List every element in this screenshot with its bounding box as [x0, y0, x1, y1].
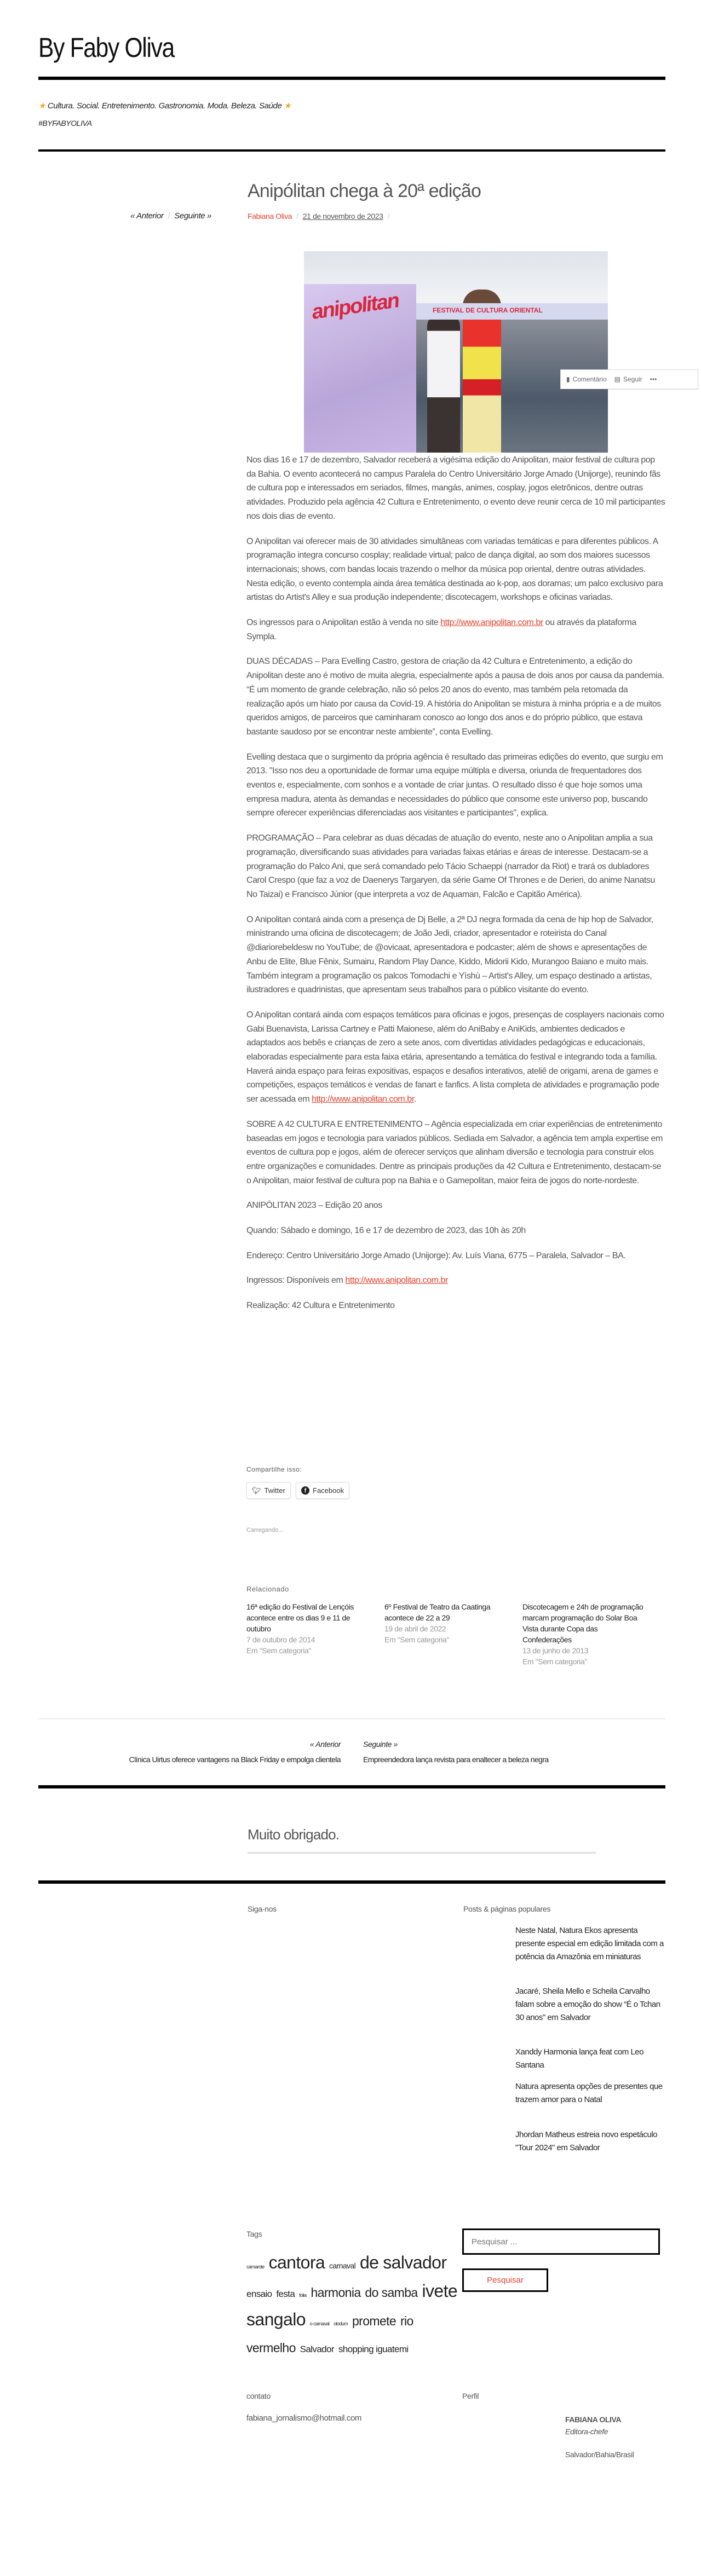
- follow-button[interactable]: [614, 375, 642, 383]
- tags-widget-title: Tags: [246, 2230, 262, 2238]
- paragraph: O Anipolitan contará ainda com a presença de Dj Belle, a 2ª DJ negra formada da cena de hip hop de Salvador, ministrando uma oficina de discotecagem; de João Jedi, criador, apresentador e roteirista do Canal @diariorebeldesw no YouTube; de @ovicaat, apresentadora e podcaster; além de shows e apresentações de Anbu de Elite, Blue Fênix, Sumairu, Random Play Dance, Kiddo, Midorii Kido, Murangoo Baiano e muito mais. Também integram a programação os palcos Tomodachi e Yìshù – Artist's Alley, um espaço destinado a artistas, ilustradores e quadrinistas, que apresentam seus trabalhos para o público visitante do evento.: [246, 914, 653, 995]
- anipolitan-link[interactable]: http://www.anipolitan.com.br: [345, 1276, 448, 1286]
- thanks-divider: [248, 1852, 596, 1854]
- event-realization: Realização: 42 Cultura e Entretenimento: [246, 1301, 395, 1311]
- event-address: Endereço: Centro Universitário Jorge Amado (Unijorge): Av. Luís Viana, 6775 – Paralela, Salvador – BA.: [246, 1251, 626, 1260]
- paragraph: [246, 616, 665, 644]
- site-tagline: [38, 101, 291, 111]
- tag-link[interactable]: Salvador: [300, 2344, 334, 2354]
- contact-email: fabiana_jornalismo@hotmail.com: [246, 2413, 361, 2423]
- profile-location: Salvador/Bahia/Brasil: [565, 2450, 634, 2459]
- popular-post-link[interactable]: Xanddy Harmonia lança feat com Leo Santana: [515, 2047, 643, 2070]
- twitter-icon: 🐦︎: [252, 1486, 261, 1495]
- event-when: Quando: Sábado e domingo, 16 e 17 de dezembro de 2023, das 10h às 20h: [246, 1226, 526, 1236]
- comment-label: Comentário: [572, 375, 607, 383]
- next-post-title[interactable]: Empreendedora lança revista para enaltecer a beleza negra: [363, 1755, 549, 1764]
- event-tickets: [246, 1273, 665, 1288]
- paragraph: DUAS DÉCADAS – Para Evelling Castro, gestora de criação da 42 Cultura e Entretenimento, a edição do Anipolitan deste ano é motivo de muita alegria, especialmente após a pausa de dois anos por causa da pandemia. “É um momento de grande celebração, não só pelos 20 anos do evento, mas também pela retomada da realização após um hiato por causa da Covid-19. A história do Anipolitan se mistura à minha própria e a de muitos queridos amigos, de parceiros que caminharam conosco ao longo dos anos e do próprio público, que estava bastante saudoso por se encontrar neste ambiente”, conta Evelling.: [246, 657, 664, 737]
- tag-cloud: [246, 2250, 460, 2362]
- related-category: Em "Sem categoria": [522, 1657, 587, 1666]
- site-hashtag: #BYFABYOLIVA: [38, 119, 92, 128]
- follow-widget-title: Siga-nos: [248, 1904, 277, 1913]
- follow-label: Seguir: [623, 375, 642, 383]
- tag-link[interactable]: shopping iguatemi: [338, 2344, 409, 2354]
- text: Os ingressos para o Anipolitan estão à venda no site: [246, 618, 441, 628]
- tag-link[interactable]: cantora: [268, 2253, 325, 2272]
- star-icon: ★: [284, 101, 291, 111]
- text: Ingressos: Disponíveis em: [246, 1276, 346, 1286]
- search-input[interactable]: [462, 2228, 660, 2255]
- likes-loading: Carregando...: [246, 1527, 284, 1533]
- post-content: [246, 453, 665, 1324]
- facebook-label: Facebook: [313, 1486, 344, 1495]
- tag-link[interactable]: de: [359, 2253, 379, 2272]
- tagline-text: Cultura. Social. Entretenimento. Gastronomia. Moda. Beleza. Saúde: [47, 101, 282, 111]
- site-title[interactable]: By Faby Oliva: [38, 32, 174, 63]
- next-post-link[interactable]: Seguinte »: [174, 211, 211, 221]
- prev-post-link[interactable]: « Anterior: [130, 211, 164, 221]
- header-divider: [38, 77, 665, 80]
- star-icon: ★: [38, 101, 46, 111]
- comment-icon: ▮: [566, 375, 570, 383]
- share-twitter-button[interactable]: [246, 1482, 291, 1499]
- contact-widget-title: contato: [246, 2392, 271, 2400]
- related-title[interactable]: Discotecagem e 24h de programação marcam programação do Solar Boa Vista durante Copa das Confederações: [522, 1602, 643, 1644]
- paragraph: O Anipolitan vai oferecer mais de 30 atividades simultâneas com variadas temáticas e para diferentes públicos. A programação integra concurso cosplay; realidade virtual; palco de dança digital, ao som dos maiores sucessos internacionais; shows, com bandas locais trazendo o melhor da música pop oriental, dentre outras atividades. Nesta edição, o evento contempla ainda área temática destinada ao k-pop, aos doramas; um palco exclusivo para artistas do Artist's Alley e sua produção independente; discotecagem, workshops e oficinas variadas.: [246, 536, 663, 603]
- header-bottom-divider: [38, 149, 665, 152]
- paragraph: PROGRAMAÇÃO – Para celebrar as duas décadas de atuação do evento, neste ano o Anipolitan amplia a sua programação, diversificando suas atividades para variadas faixas etárias e áreas de interesse. Destacam-se a programação do Palco Ani, que será comandado pelo Tácio Schaeppi (narrador da Riot) e trará os dubladores Carol Crespo (que faz a voz de Daenerys Targaryen, da série Game Of Thrones e de Derieri, do anime Nanatsu No Taizai) e Francisco Júnior (que interpreta a voz de Aquaman, Falcão e Capitão América).: [246, 833, 655, 899]
- anipolitan-logo: anipolitan: [310, 289, 400, 324]
- next-post-label[interactable]: Seguinte »: [363, 1740, 398, 1749]
- post-meta: Fabiana Oliva / 21 de novembro de 2023 /: [248, 212, 390, 221]
- tag-link[interactable]: ivete sangalo: [246, 2281, 458, 2329]
- text: O Anipolitan contará ainda com espaços temáticos para oficinas e jogos, presenças de cosplayers nacionais como Gabi Buenavista, Larissa Cartney e Patti Maionese, além do AniBaby e AniKids, ambientes dedicados e adaptados aos bebês e crianças de zero a sete anos, com divertidas atividades pedagógicas e educacionais, elaboradas especialmente para esta faixa etária, apresentando a temática do festival e integrando toda a família. Haverá ainda espaço para feiras expositivas, espaços e desafios interativos, ateliê de origami, arena de games e competições, espaços temáticos e vendas de fanart e fanfics. A lista completa de atividades e programação pode ser acessada em: [246, 1010, 664, 1104]
- related-label: Relacionado: [246, 1585, 289, 1593]
- popular-post-link[interactable]: Jhordan Matheus estreia novo espetáculo "Tour 2024" em Salvador: [515, 2130, 658, 2152]
- author-link[interactable]: Fabiana Oliva: [248, 212, 292, 221]
- action-bar: [560, 369, 698, 389]
- post-nav-top: « Anterior / Seguinte »: [130, 211, 211, 221]
- profile-widget-title: Perfil: [462, 2392, 479, 2400]
- footer-divider: [38, 1880, 665, 1884]
- tent-banner: FESTIVAL DE CULTURA ORIENTAL: [416, 303, 608, 320]
- related-item[interactable]: [384, 1601, 510, 1645]
- tag-link[interactable]: o carnaval: [309, 2321, 330, 2326]
- tag-link[interactable]: salvador: [383, 2253, 447, 2272]
- more-button[interactable]: •••: [650, 375, 657, 383]
- related-title[interactable]: 16ª edição do Festival de Lençóis acontece entre os dias 9 e 11 de outubro: [246, 1602, 354, 1633]
- popular-widget-title: Posts & páginas populares: [463, 1904, 551, 1913]
- tag-link[interactable]: rio vermelho: [246, 2314, 413, 2355]
- tag-link[interactable]: camarote: [246, 2264, 265, 2270]
- tag-link[interactable]: promete: [352, 2314, 397, 2328]
- related-item[interactable]: [522, 1601, 648, 1667]
- paragraph: [246, 1008, 665, 1107]
- content-divider: [38, 1718, 665, 1719]
- related-title[interactable]: 6º Festival de Teatro da Caatinga acontece de 22 a 29: [384, 1602, 491, 1622]
- tag-link[interactable]: ensaio: [246, 2289, 272, 2299]
- tag-link[interactable]: festa: [276, 2289, 295, 2299]
- related-date: 13 de junho de 2013: [522, 1646, 589, 1655]
- follow-icon: ▤: [614, 375, 620, 383]
- anipolitan-link[interactable]: http://www.anipolitan.com.br: [440, 618, 543, 628]
- text: .: [413, 1095, 416, 1104]
- comment-button[interactable]: [566, 375, 607, 383]
- paragraph: SOBRE A 42 CULTURA E ENTRETENIMENTO – Agência especializada em criar experiências de entretenimento baseadas em jogos e tecnologia para variados públicos. Sediada em Salvador, a agência tem ampla expertise em eventos de cultura pop e jogos, além de oferecer serviços que alinham diversão e tecnologia para construir elos entre organizações e comunidades. Dentre as principais produções da 42 Cultura e Entretenimento, destacam-se o Anipolitan, maior festival de cultura pop na Bahia e o Gamepolitan, maior feira de jogos do norte-nordeste.: [246, 1119, 663, 1185]
- twitter-label: Twitter: [264, 1486, 285, 1495]
- thanks-heading: Muito obrigado.: [248, 1826, 340, 1843]
- popular-post-link[interactable]: Natura apresenta opções de presentes que trazem amor para o Natal: [515, 2082, 663, 2104]
- related-category: Em "Sem categoria": [384, 1635, 449, 1644]
- popular-post-link[interactable]: Jacaré, Sheila Mello e Scheila Carvalho falam sobre a emoção do show “É o Tchan 30 anos" em Salvador: [515, 1987, 660, 2022]
- post-title: Anipólitan chega à 20ª edição: [248, 181, 481, 201]
- tag-link[interactable]: folia: [299, 2293, 307, 2298]
- profile-role: Editora-chefe: [565, 2427, 608, 2436]
- related-date: 19 de abril de 2022: [384, 1624, 446, 1633]
- share-facebook-button[interactable]: [296, 1482, 349, 1499]
- tag-link[interactable]: carnaval: [329, 2261, 356, 2270]
- prev-post-title[interactable]: Clínica Uirtus oferece vantagens na Black Friday e empolga clientela: [129, 1755, 341, 1764]
- profile-card: [565, 2413, 634, 2461]
- cosplayer-left: [427, 314, 460, 453]
- divider: [38, 1785, 665, 1788]
- text: ou através da plataforma Sympla.: [246, 618, 636, 641]
- related-category: Em "Sem categoria": [246, 1646, 311, 1655]
- related-item[interactable]: [246, 1601, 372, 1656]
- share-label: Compartilhe isso:: [246, 1466, 302, 1473]
- tag-link[interactable]: do samba: [365, 2285, 418, 2300]
- facebook-icon: f: [301, 1486, 309, 1495]
- tag-link[interactable]: olodum: [334, 2321, 348, 2326]
- profile-name: FABIANA OLIVA: [565, 2415, 622, 2424]
- related-date: 7 de outubro de 2014: [246, 1635, 315, 1644]
- date-link[interactable]: 21 de novembro de 2023: [302, 212, 383, 221]
- event-edition: ANIPÓLITAN 2023 – Edição 20 anos: [246, 1201, 382, 1211]
- anipolitan-link[interactable]: http://www.anipolitan.com.br: [312, 1095, 414, 1104]
- paragraph: Evelling destaca que o surgimento da própria agência é resultado das primeiras edições do evento, que surgiu em 2013. "Isso nos deu a oportunidade de formar uma equipe múltipla e diversa, oriunda de frequentadores dos eventos e, especialmente, com sonhos e a vontade de criar juntas. O resultado disso é que hoje somos uma empresa madura, atenta às demandas e necessidades do público que consome este universo pop, buscando sempre oferecer experiências diferenciadas aos visitantes e participantes", explica.: [246, 752, 663, 818]
- prev-post-label[interactable]: « Anterior: [309, 1740, 341, 1749]
- popular-post-link[interactable]: Neste Natal, Natura Ekos apresenta presente especial em edição limitada com a potência da Amazônia em miniaturas: [515, 1926, 664, 1961]
- featured-image: [304, 251, 608, 453]
- search-button[interactable]: Pesquisar: [462, 2268, 548, 2292]
- tag-link[interactable]: harmonia: [311, 2285, 361, 2300]
- paragraph: Nos dias 16 e 17 de dezembro, Salvador receberá a vigésima edição do Anipolitan, maior festival de cultura pop da Bahia. O evento acontecerá no campus Paralela do Centro Universitário Jorge Amado (Unijorge), reunindo fãs de cultura pop e interessados em seriados, filmes, mangás, animes, cosplay, jogos eletrônicos, dentre outras atividades. Produzido pela agência 42 Cultura e Entretenimento, o evento deve reunir cerca de 10 mil participantes nos dois dias de evento.: [246, 455, 665, 521]
